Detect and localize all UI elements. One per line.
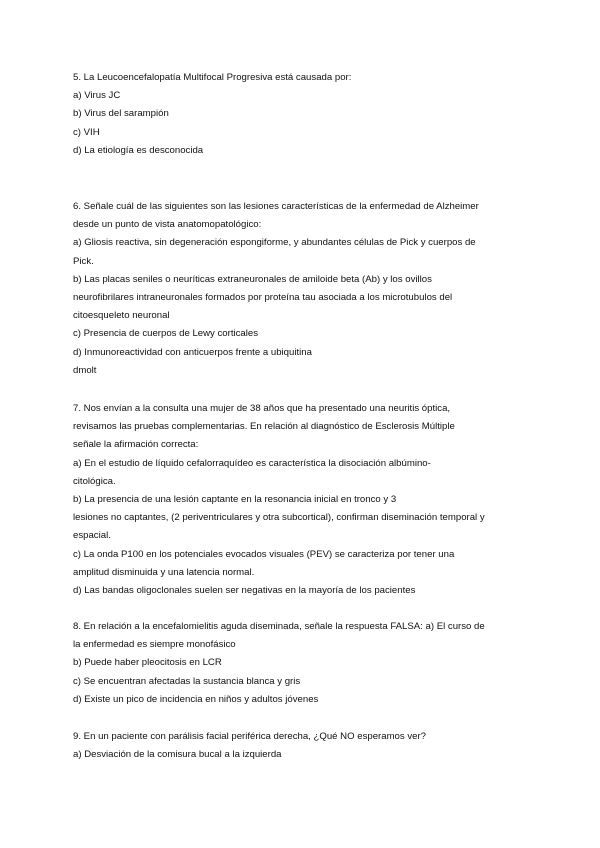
- question-7-stem: 7. Nos envían a la consulta una mujer de 38 años que ha presentado una neuritis óptica,: [73, 403, 451, 414]
- question-7-option-a: a) En el estudio de líquido cefalorraquídeo es característica la disociación albúmino-: [73, 457, 431, 469]
- question-7-option-c-cont: amplitud disminuida y una latencia normal.: [73, 566, 255, 578]
- question-6-option-c: c) Presencia de cuerpos de Lewy corticales: [73, 328, 259, 340]
- question-7-option-b: b) La presencia de una lesión captante en la resonancia inicial en tronco y 3: [73, 493, 397, 505]
- question-8-stem: 8. En relación a la encefalomielitis aguda diseminada, señale la respuesta FALSA: a) El curso de: [73, 621, 485, 632]
- question-6-stem: 6. Señale cuál de las siguientes son las lesiones características de la enfermedad de Alzheimer: [73, 201, 479, 212]
- question-5-option-c: c) VIH: [73, 126, 100, 138]
- question-8-option-d: d) Existe un pico de incidencia en niños y adultos jóvenes: [73, 693, 319, 705]
- question-5-option-a: a) Virus JC: [73, 90, 121, 102]
- question-5-option-d: d) La etiología es desconocida: [73, 144, 204, 156]
- question-8-option-b: b) Puede haber pleocitosis en LCR: [73, 657, 222, 669]
- question-6-note: dmolt: [73, 364, 97, 376]
- question-6-option-b-cont2: citoesqueleto neuronal: [73, 310, 170, 322]
- question-9-stem: 9. En un paciente con parálisis facial periférica derecha, ¿Qué NO esperamos ver?: [73, 731, 427, 742]
- question-5-option-b: b) Virus del sarampión: [73, 108, 169, 120]
- question-7-option-a-cont: citológica.: [73, 475, 116, 487]
- question-6-stem-cont: desde un punto de vista anatomopatológico:: [73, 219, 262, 231]
- question-6-option-b-cont: neurofibrilares intraneuronales formados por proteína tau asociada a los microtubulos del: [73, 291, 453, 303]
- question-7-option-b-cont: lesiones no captantes, (2 periventriculares y otra subcortical), confirman diseminación temporal y: [73, 512, 485, 524]
- question-6-option-a: a) Gliosis reactiva, sin degeneración espongiforme, y abundantes células de Pick y cuerpos de: [73, 237, 476, 249]
- question-7-stem-cont: revisamos las pruebas complementarias. En relación al diagnóstico de Esclerosis Múltiple: [73, 421, 455, 433]
- question-6-option-d: d) Inmunoreactividad con anticuerpos frente a ubiquitina: [73, 346, 312, 358]
- question-7-option-c: c) La onda P100 en los potenciales evocados visuales (PEV) se caracteriza por tener una: [73, 548, 455, 560]
- question-7-option-d: d) Las bandas oligoclonales suelen ser negativas en la mayoría de los pacientes: [73, 584, 416, 596]
- question-8-option-a-cont: la enfermedad es siempre monofásico: [73, 639, 236, 651]
- question-7-option-b-cont2: espacial.: [73, 530, 111, 542]
- question-9: [73, 728, 533, 764]
- question-7: [73, 400, 533, 600]
- question-9-option-a: a) Desviación de la comisura bucal a la izquierda: [73, 749, 282, 761]
- question-8: [73, 618, 533, 709]
- question-7-stem-cont2: señale la afirmación correcta:: [73, 439, 199, 451]
- question-6-option-b: b) Las placas seniles o neuríticas extraneuronales de amiloide beta (Ab) y los ovillos: [73, 273, 432, 285]
- question-6: [73, 198, 533, 380]
- question-8-option-c: c) Se encuentran afectadas la sustancia blanca y gris: [73, 675, 301, 687]
- question-5: [73, 69, 533, 160]
- question-5-stem: 5. La Leucoencefalopatía Multifocal Progresiva está causada por:: [73, 72, 352, 83]
- question-6-option-a-cont: Pick.: [73, 255, 94, 267]
